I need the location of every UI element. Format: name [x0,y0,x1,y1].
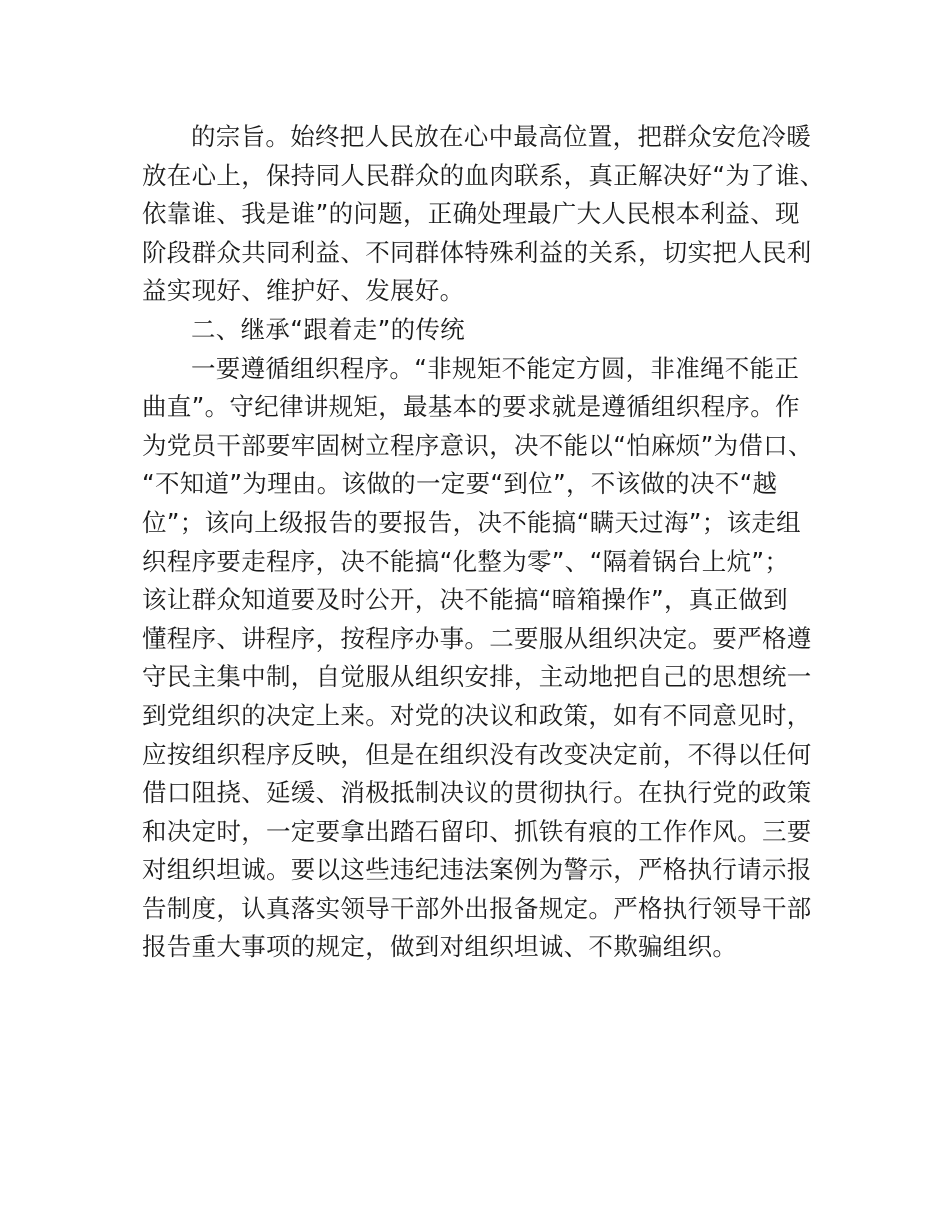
paragraph-1 [142,118,825,311]
text-line: 放在心上，保持同人民群众的血肉联系，真正解决好“为了谁、 [142,160,825,190]
paragraph-3 [142,350,814,968]
section-heading-text: 二、继承“跟着走”的传统 [191,314,465,344]
text-line: “不知道”为理由。该做的一定要“到位”，不该做的决不“越 [142,469,778,499]
text-line: 到党组织的决定上来。对党的决议和政策，如有不同意见时， [142,700,812,730]
text-line: 应按组织程序反映，但是在组织没有改变决定前，不得以任何 [142,739,812,769]
text-line: 该让群众知道要及时公开，决不能搞“暗箱操作”，真正做到 [142,585,788,615]
text-line: 借口阻挠、延缓、消极抵制决议的贯彻执行。在执行党的政策 [142,778,812,808]
text-line: 曲直”。守纪律讲规矩，最基本的要求就是遵循组织程序。作 [142,392,800,422]
text-line: 和决定时，一定要拿出踏石留印、抓铁有痕的工作作风。三要 [142,816,812,846]
text-line: 懂程序、讲程序，按程序办事。二要服从组织决定。要严格遵 [142,623,812,653]
text-line: 益实现好、维护好、发展好。 [142,276,465,306]
text-line: 守民主集中制，自觉服从组织安排，主动地把自己的思想统一 [142,662,812,692]
text-line: 报告重大事项的规定，做到对组织坦诚、不欺骗组织。 [142,932,738,962]
text-line: 织程序要走程序，决不能搞“化整为零”、“隔着锅台上炕”； [142,546,790,576]
text-line: 依靠谁、我是谁”的问题，正确处理最广大人民根本利益、现 [142,199,800,229]
text-line: 位”；该向上级报告的要报告，决不能搞“瞒天过海”；该走组 [142,507,801,537]
text-line: 一要遵循组织程序。“非规矩不能定方圆，非准绳不能正 [191,353,800,383]
text-line: 为党员干部要牢固树立程序意识，决不能以“怕麻烦”为借口、 [142,430,813,460]
text-line: 对组织坦诚。要以这些违纪违法案例为警示，严格执行请示报 [142,855,812,885]
text-line: 的宗旨。始终把人民放在心中最高位置，把群众安危冷暖 [191,122,811,151]
text-line: 告制度，认真落实领导干部外出报备规定。严格执行领导干部 [142,893,812,923]
section-heading [142,311,814,350]
document-body [142,118,825,967]
text-line: 阶段群众共同利益、不同群体特殊利益的关系，切实把人民利 [142,237,812,267]
